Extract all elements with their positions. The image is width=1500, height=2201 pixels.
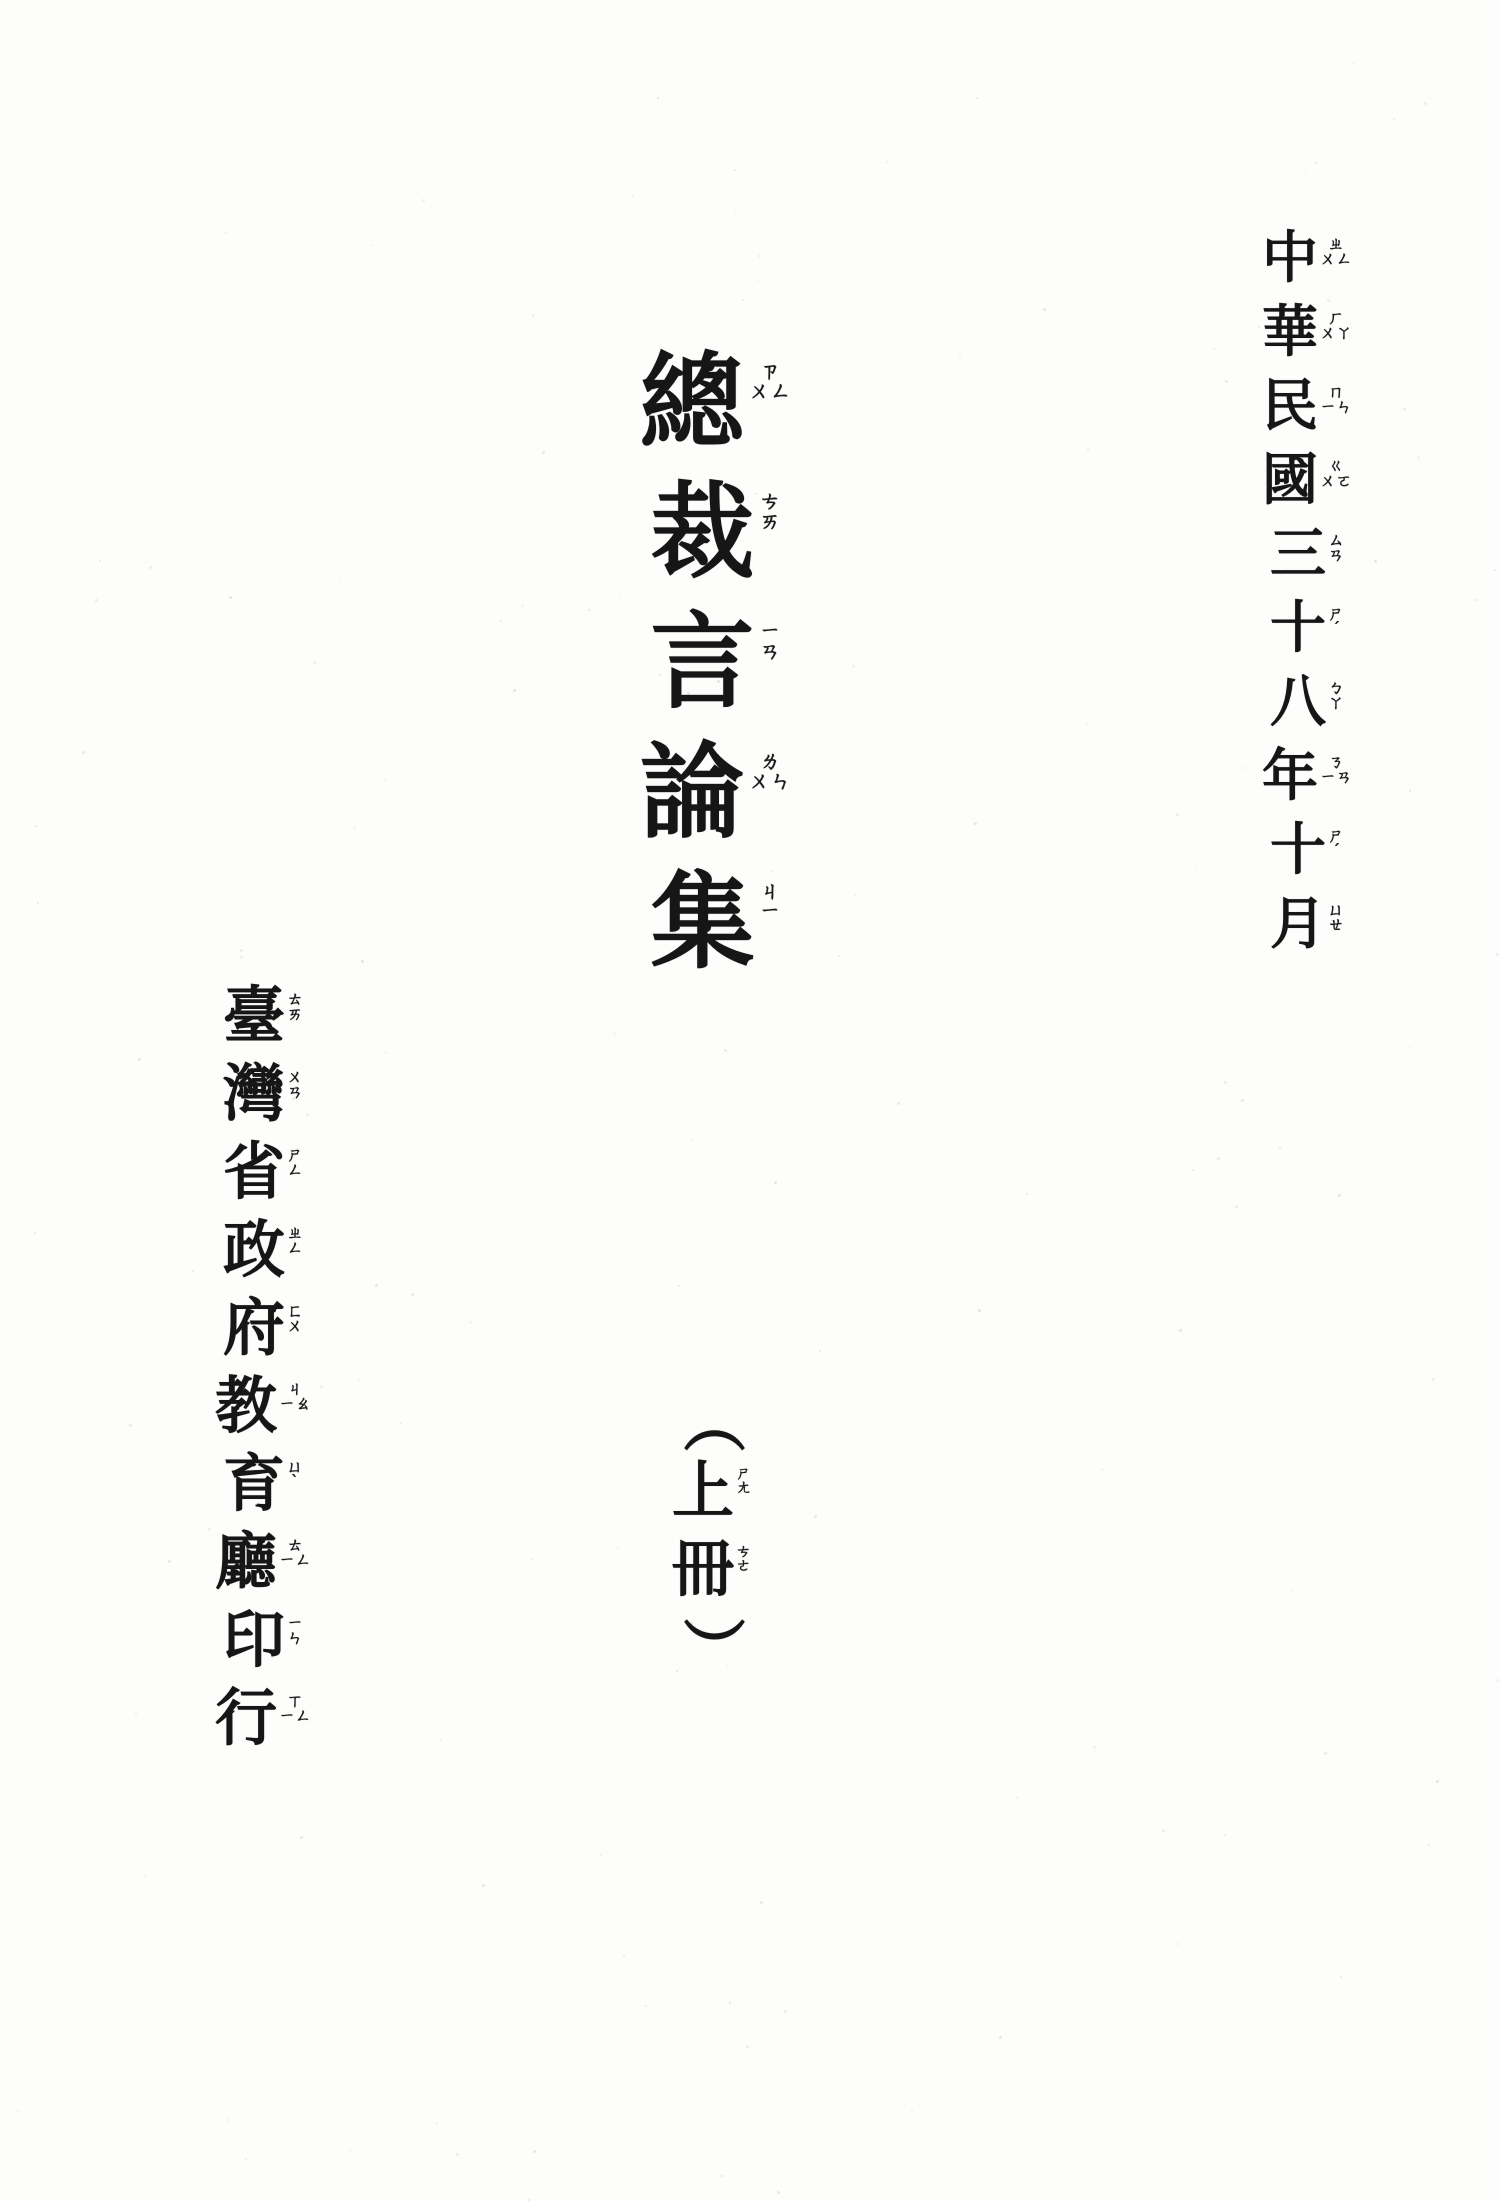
publisher-glyph: 臺 [223, 979, 286, 1052]
book-title-bopomofo-ruby: ㄧ ㄢ [759, 619, 781, 663]
publisher-char [223, 1135, 304, 1208]
publisher-char [215, 1369, 312, 1442]
book-title-char [640, 730, 792, 853]
publication-date-glyph: 年 [1261, 743, 1318, 809]
publication-date-char [1261, 373, 1352, 439]
publisher-bopomofo-ruby: ㄊ ㄧㄥ [279, 1535, 312, 1570]
publication-date-char [1269, 521, 1344, 587]
publication-date-bopomofo-ruby: ㄙ ㄢ [1327, 530, 1344, 565]
publisher-bopomofo-ruby: ㄈ ㄨ [287, 1301, 304, 1336]
publisher-char [223, 1603, 304, 1676]
publication-date-bopomofo-ruby: ㄍ ㄨㄛ [1319, 456, 1352, 491]
volume-char [672, 1531, 752, 1605]
publication-date-bopomofo-ruby: ㄏ ㄨㄚ [1319, 308, 1352, 343]
publication-date-glyph: 國 [1261, 447, 1318, 513]
publication-date-char [1269, 891, 1344, 957]
book-title-glyph: 裁 [650, 470, 755, 593]
publisher-glyph: 教 [215, 1369, 278, 1442]
publication-date-glyph: 十 [1269, 595, 1326, 661]
book-title-bopomofo-ruby: ㄗ ㄨㄥ [749, 359, 792, 403]
publisher-glyph: 印 [223, 1603, 286, 1676]
publisher-char [223, 979, 304, 1052]
publication-date-glyph: 月 [1269, 891, 1326, 957]
publication-date-bopomofo-ruby: ㄋ ㄧㄢ [1319, 752, 1352, 787]
publication-date-char [1269, 669, 1344, 735]
publication-date-column [1261, 225, 1352, 970]
book-title-char [640, 340, 792, 463]
publication-date-glyph: 八 [1269, 669, 1326, 735]
publisher-column [215, 979, 312, 1765]
publisher-char [215, 1525, 312, 1598]
publication-date-char [1261, 225, 1352, 291]
publication-date-bopomofo-ruby: ㄕ ˊ [1327, 604, 1344, 639]
publication-date-char [1269, 817, 1344, 883]
publisher-bopomofo-ruby: ㄧ ㄣ [287, 1613, 304, 1648]
publication-date-glyph: 三 [1269, 521, 1326, 587]
book-title-bopomofo-ruby: ㄌ ㄨㄣ [749, 749, 792, 793]
publication-date-glyph: 民 [1261, 373, 1318, 439]
publication-date-bopomofo-ruby: ㄅ ㄚ [1327, 678, 1344, 713]
volume-close-paren: ） [675, 1616, 749, 1679]
volume-bopomofo-ruby: ㄘ ㄜ [736, 1541, 752, 1575]
book-title-char [650, 860, 781, 983]
volume-open-paren: （ [675, 1390, 749, 1453]
publication-date-char [1261, 299, 1352, 365]
publisher-bopomofo-ruby: ㄒ ㄧㄥ [279, 1691, 312, 1726]
publication-date-glyph: 華 [1261, 299, 1318, 365]
book-title-char [650, 600, 781, 723]
publication-date-bopomofo-ruby: ㄕ ˊ [1327, 826, 1344, 861]
volume-glyph: 冊 [672, 1531, 735, 1605]
volume-char [672, 1453, 752, 1527]
publisher-glyph: 育 [223, 1447, 286, 1520]
publication-date-bopomofo-ruby: ㄩ ㄝ [1327, 900, 1344, 935]
publisher-glyph: 省 [223, 1135, 286, 1208]
book-title-column [640, 340, 792, 1000]
publication-date-char [1261, 447, 1352, 513]
publisher-bopomofo-ruby: ㄓ ㄥ [287, 1223, 304, 1258]
publication-date-glyph: 十 [1269, 817, 1326, 883]
publisher-glyph: 行 [215, 1681, 278, 1754]
publisher-char [215, 1681, 312, 1754]
publisher-glyph: 廳 [215, 1525, 278, 1598]
book-title-glyph: 總 [640, 340, 745, 463]
publisher-bopomofo-ruby: ㄕ ㄥ [287, 1145, 304, 1180]
publisher-char [223, 1291, 304, 1364]
publisher-glyph: 府 [223, 1291, 286, 1364]
book-title-glyph: 論 [640, 730, 745, 853]
publisher-char [223, 1057, 304, 1130]
book-title-char [650, 470, 781, 593]
volume-bopomofo-ruby: ㄕ ㄤ [736, 1463, 752, 1497]
publication-date-char [1269, 595, 1344, 661]
publisher-bopomofo-ruby: ㄊ ㄞ [287, 989, 304, 1024]
book-title-bopomofo-ruby: ㄘ ㄞ [759, 489, 781, 533]
publisher-glyph: 政 [223, 1213, 286, 1286]
publisher-bopomofo-ruby: ㄩ ˋ [287, 1457, 304, 1492]
publication-date-glyph: 中 [1261, 225, 1318, 291]
publication-date-char [1261, 743, 1352, 809]
book-title-glyph: 言 [650, 600, 755, 723]
volume-marker-column [672, 1390, 751, 1686]
book-title-bopomofo-ruby: ㄐ ㄧ [759, 879, 781, 923]
book-title-glyph: 集 [650, 860, 755, 983]
publisher-char [223, 1213, 304, 1286]
publisher-char [223, 1447, 304, 1520]
publisher-glyph: 灣 [223, 1057, 286, 1130]
publisher-bopomofo-ruby: ㄨ ㄢ [287, 1067, 304, 1102]
publisher-bopomofo-ruby: ㄐ ㄧㄠ [279, 1379, 312, 1414]
publication-date-bopomofo-ruby: ㄇ ㄧㄣ [1319, 382, 1352, 417]
volume-glyph: 上 [672, 1453, 735, 1527]
publication-date-bopomofo-ruby: ㄓ ㄨㄥ [1319, 234, 1352, 269]
